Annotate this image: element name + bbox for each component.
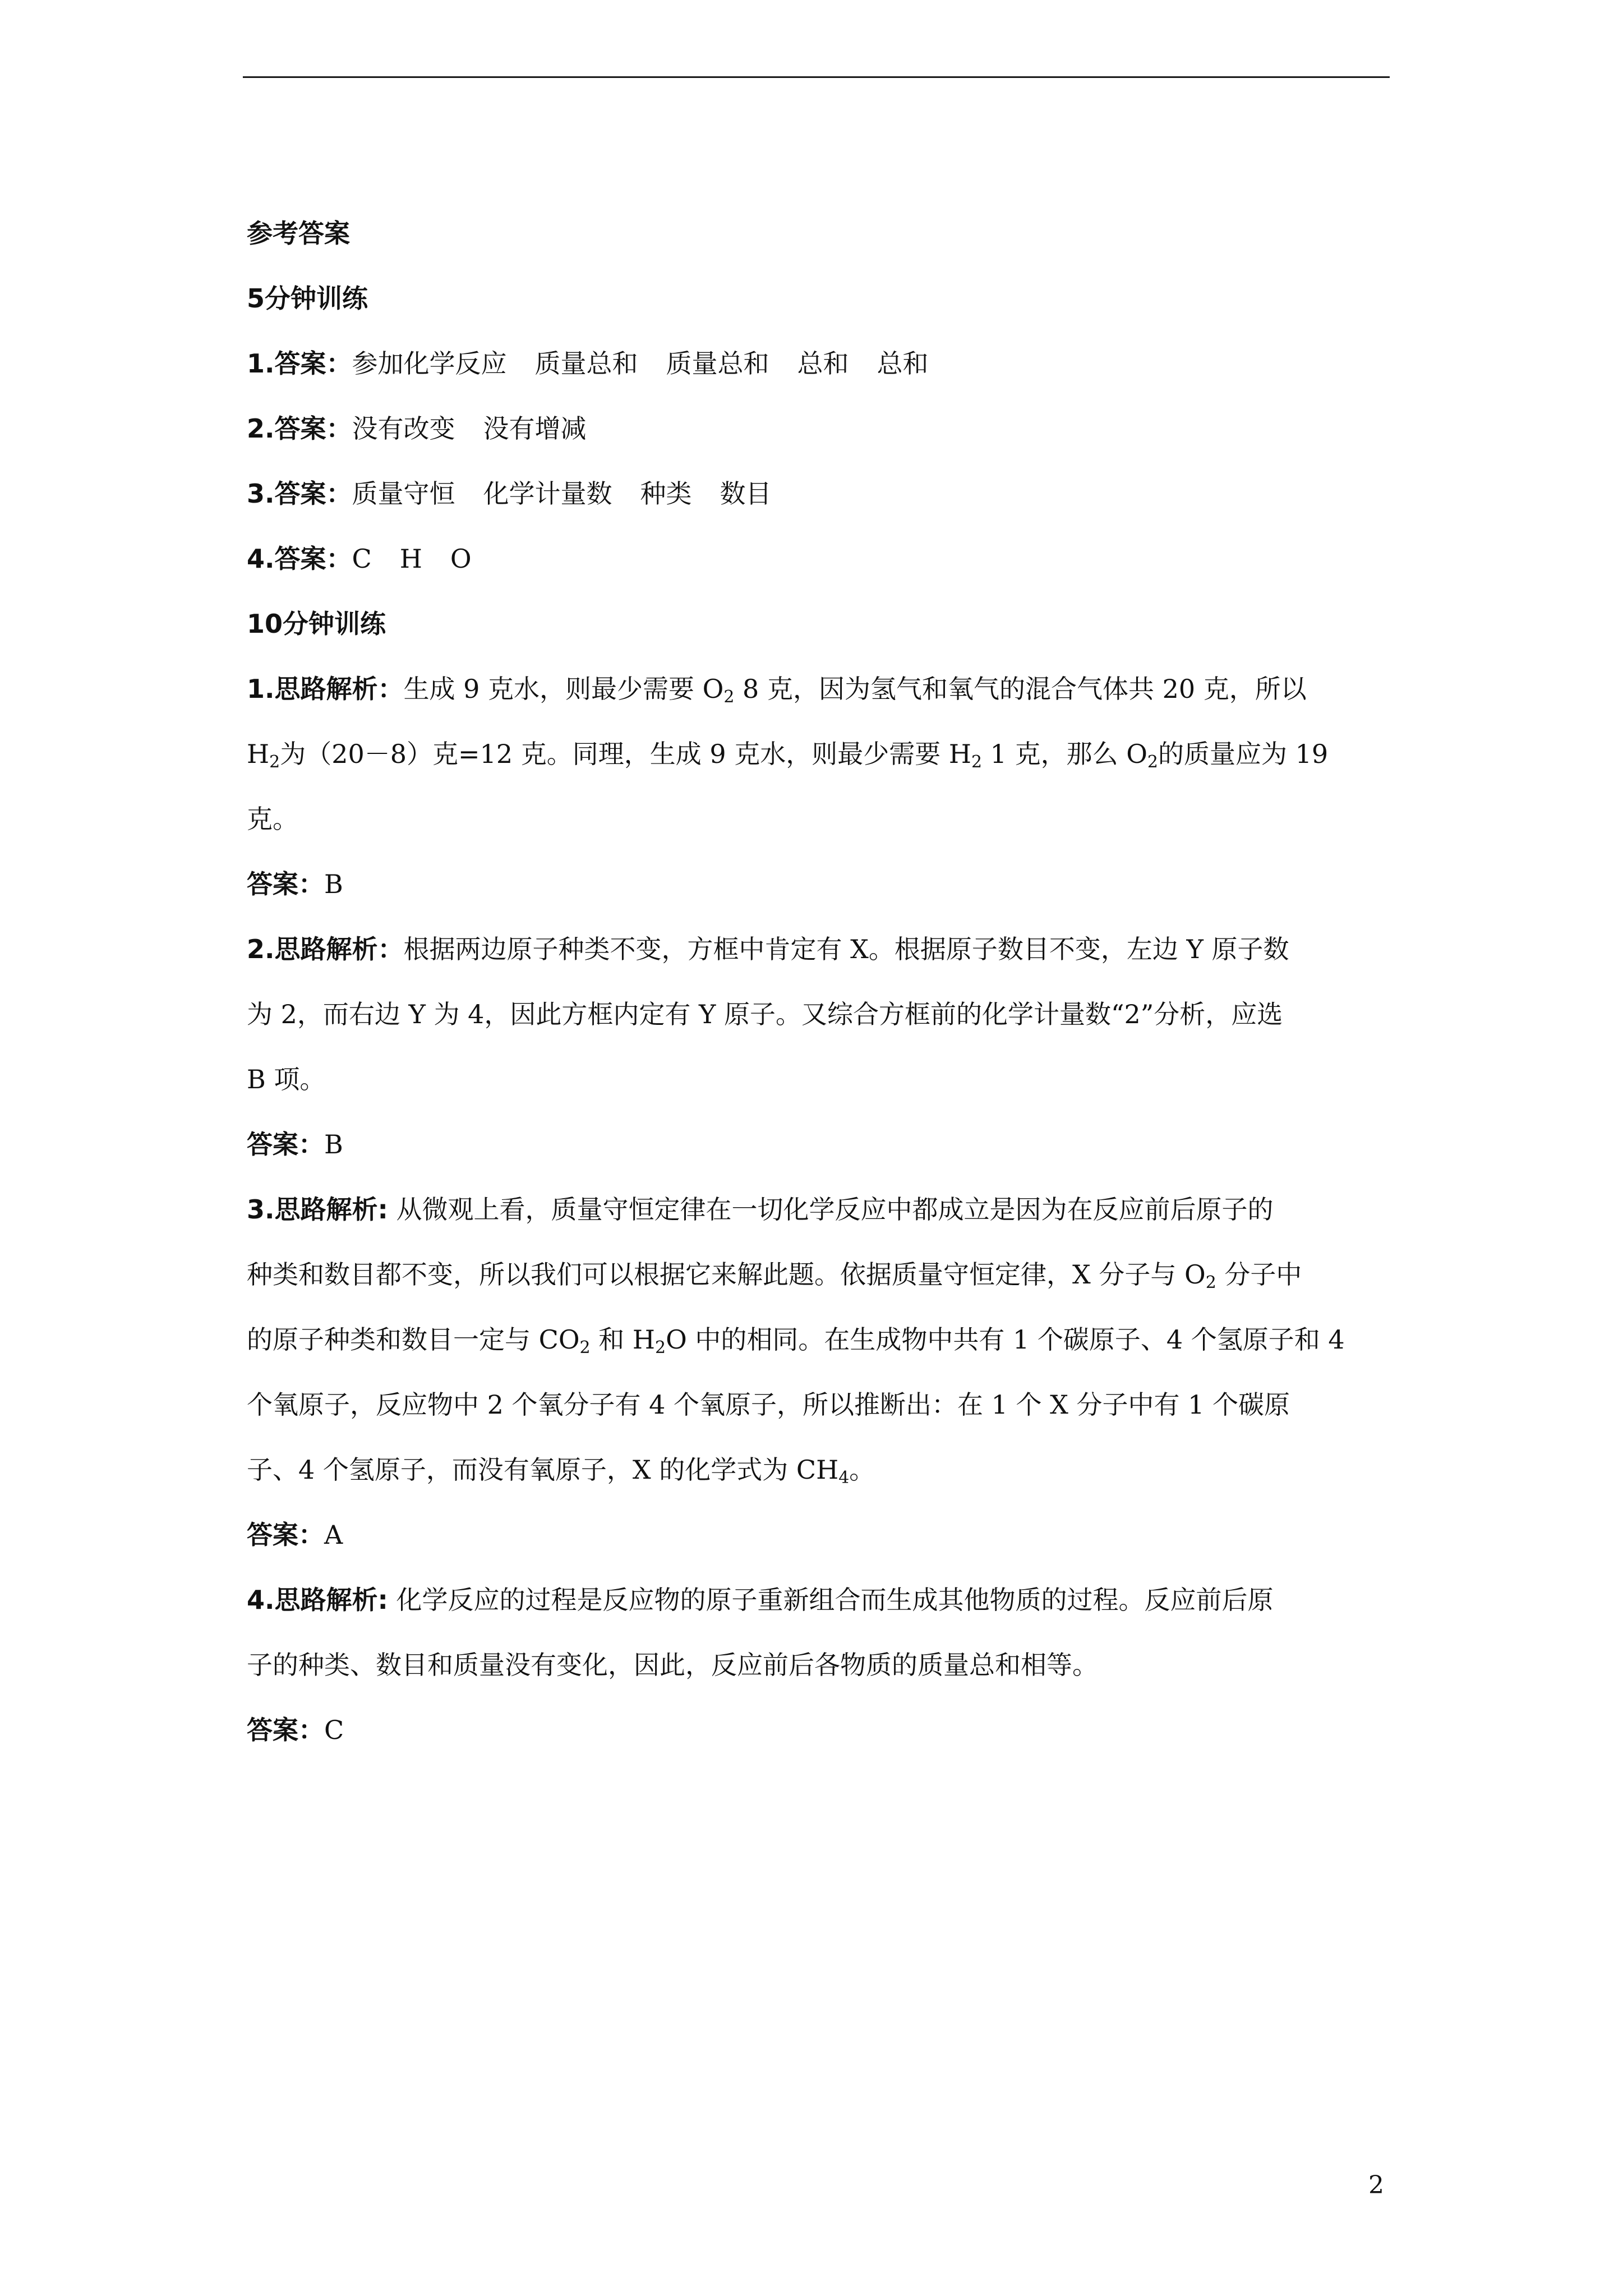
a3-label: 思路解析:	[274, 1194, 388, 1225]
q3-num: 3.	[247, 478, 275, 509]
q3-label: 答案：	[274, 478, 352, 509]
q1-num: 1.	[247, 348, 275, 379]
a1-text: 生成 9 克水，则最少需要 O	[403, 674, 724, 704]
answer-content	[247, 201, 1391, 1763]
q3-part: 种类	[640, 478, 692, 509]
q2-num: 2.	[247, 413, 275, 444]
q1-part: 总和	[797, 348, 849, 379]
q3-part: 化学计量数	[483, 478, 612, 509]
answer-3	[247, 1502, 1391, 1567]
analysis-3-line	[247, 1242, 1391, 1307]
analysis-1-line	[247, 656, 1391, 721]
a1-subscript: 2	[1147, 752, 1159, 772]
q1-part: 参加化学反应	[352, 348, 507, 379]
a2-num: 2.	[247, 934, 275, 964]
a3-answer-label: 答案：	[247, 1520, 324, 1550]
answer-q4	[247, 526, 1391, 591]
a1-subscript: 2	[723, 687, 735, 707]
a3-text: 子、4 个氢原子，而没有氧原子，X 的化学式为 CH	[247, 1455, 839, 1485]
a1-label: 思路解析：	[274, 674, 404, 704]
analysis-1-line	[247, 721, 1391, 786]
a2-label: 思路解析：	[274, 934, 404, 964]
answer-q3	[247, 461, 1391, 526]
a4-num: 4.	[247, 1585, 275, 1615]
analysis-4-line: 子的种类、数目和质量没有变化，因此，反应前后各物质的质量总和相等。	[247, 1650, 1098, 1680]
q4-part: O	[450, 544, 472, 574]
q1-label: 答案：	[274, 348, 352, 379]
q2-part: 没有改变	[352, 413, 455, 444]
a3-text: 的原子种类和数目一定与 CO	[247, 1324, 580, 1355]
a2-answer-value: B	[324, 1129, 343, 1159]
analysis-2-line	[247, 917, 1391, 982]
q3-part: 数目	[720, 478, 772, 509]
analysis-3-line: 个氧原子，反应物中 2 个氧分子有 4 个氧原子，所以推断出：在 1 个 X 分子中有 1 个碳原	[247, 1389, 1290, 1420]
analysis-3-line	[247, 1177, 1391, 1242]
a3-text: 。	[849, 1455, 875, 1485]
a1-answer-value: B	[324, 869, 343, 899]
analysis-3-line	[247, 1307, 1391, 1372]
a1-text: 为（20－8）克=12 克。同理，生成 9 克水，则最少需要 H	[280, 739, 971, 769]
answer-4	[247, 1697, 1391, 1763]
section-heading-5min: 5分钟训练	[247, 283, 368, 314]
q3-part: 质量守恒	[352, 478, 455, 509]
a1-text: H	[247, 739, 270, 769]
a1-text: 1 克，那么 O	[982, 739, 1147, 769]
a3-text: 种类和数目都不变，所以我们可以根据它来解此题。依据质量守恒定律，X 分子与 O	[247, 1259, 1206, 1290]
a3-answer-value: A	[324, 1520, 343, 1550]
a2-answer-label: 答案：	[247, 1129, 324, 1159]
analysis-2-line: 为 2，而右边 Y 为 4，因此方框内定有 Y 原子。又综合方框前的化学计量数“2”分析，应选	[247, 999, 1283, 1029]
a3-text: O 中的相同。在生成物中共有 1 个碳原子、4 个氢原子和 4	[666, 1324, 1345, 1355]
a1-answer-label: 答案：	[247, 869, 324, 899]
a3-text: 分子中	[1216, 1259, 1302, 1290]
a4-text: 化学反应的过程是反应物的原子重新组合而生成其他物质的过程。反应前后原	[388, 1585, 1274, 1615]
analysis-1-line: 克。	[247, 804, 298, 834]
a4-answer-value: C	[324, 1715, 344, 1745]
a3-subscript: 2	[654, 1338, 666, 1358]
analysis-3-line	[247, 1437, 1391, 1502]
q4-num: 4.	[247, 544, 275, 574]
analysis-4-line	[247, 1567, 1391, 1632]
a1-text: 8 克，因为氢气和氧气的混合气体共 20 克，所以	[734, 674, 1307, 704]
q2-label: 答案：	[274, 413, 352, 444]
a1-num: 1.	[247, 674, 275, 704]
a2-text: 根据两边原子种类不变，方框中肯定有 X。根据原子数目不变，左边 Y 原子数	[403, 934, 1289, 964]
answer-q1	[247, 331, 1391, 396]
section-heading-10min: 10分钟训练	[247, 609, 386, 639]
a3-text: 和 H	[590, 1324, 655, 1355]
a3-text: 从微观上看，质量守恒定律在一切化学反应中都成立是因为在反应前后原子的	[388, 1194, 1274, 1225]
header-rule	[243, 76, 1390, 78]
a1-subscript: 2	[269, 752, 280, 772]
answer-2	[247, 1112, 1391, 1177]
q1-part: 质量总和	[666, 348, 769, 379]
page-title: 参考答案	[247, 218, 350, 249]
q1-part: 质量总和	[534, 348, 638, 379]
a3-subscript: 2	[1205, 1273, 1216, 1292]
a4-label: 思路解析:	[274, 1585, 388, 1615]
page-number: 2	[1368, 2171, 1384, 2200]
q4-part: C	[352, 544, 372, 574]
a1-text: 的质量应为 19	[1158, 739, 1329, 769]
q1-part: 总和	[877, 348, 929, 379]
a1-subscript: 2	[971, 752, 983, 772]
analysis-2-line: B 项。	[247, 1064, 326, 1094]
a3-num: 3.	[247, 1194, 275, 1225]
a3-subscript: 2	[579, 1338, 591, 1358]
q4-part: H	[399, 544, 422, 574]
answer-q2	[247, 396, 1391, 461]
answer-1	[247, 852, 1391, 917]
a3-subscript: 4	[838, 1468, 850, 1488]
a4-answer-label: 答案：	[247, 1715, 324, 1745]
q2-part: 没有增减	[483, 413, 587, 444]
q4-label: 答案：	[274, 544, 352, 574]
